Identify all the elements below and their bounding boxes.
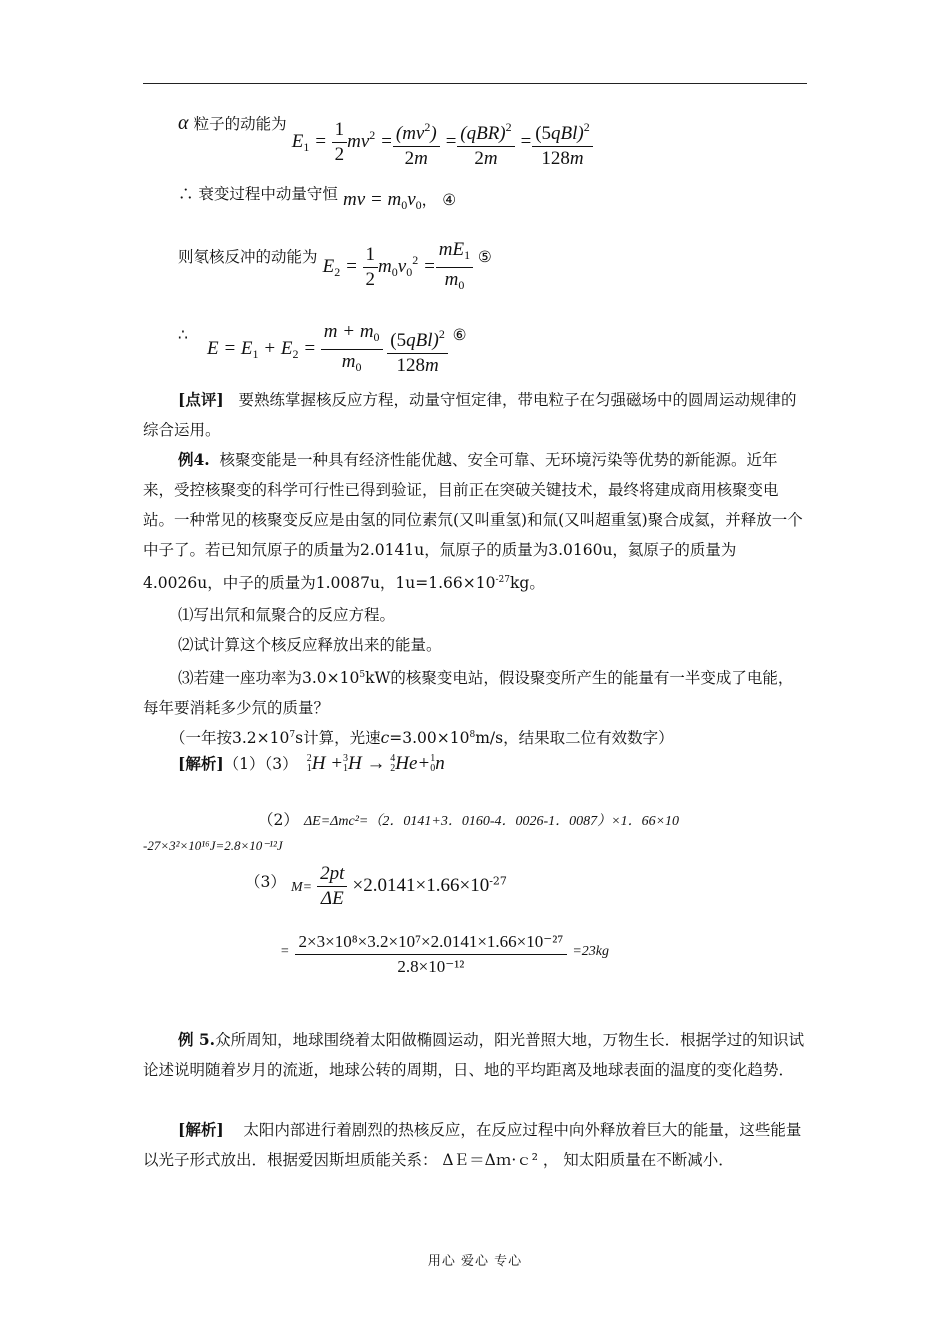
analysis5-text: 太阳内部进行着剧烈的热核反应，在反应过程中向外释放着巨大的能量，这些能量以光子形式放出．根据爱因斯坦质能关系： ΔＥ＝Δｍ·ｃ² ， 知太阳质量在不断减小． (143, 1121, 802, 1169)
analysis4-line: [解析]（1）（3） 2 1H +3 1H → 4 2He+1 0n (178, 753, 445, 774)
mass-fraction-2: $\frac{\text{2×3×10⁸×3.2×10⁷×2.0141×1.66×10⁻²⁷}}{\text{2.8×10⁻¹²}}$ (295, 930, 568, 979)
example5-paragraph (143, 1025, 808, 1085)
analysis4-part2: （2） ΔE=Δmc²=（2．0141+3．0160-4．0026-1．0087）×1．66×10 (258, 811, 680, 829)
alpha-symbol: α (178, 112, 189, 134)
question-2: ⑵试计算这个核反应释放出来的能量。 (178, 636, 442, 654)
example5-tag: 例 5. (178, 1030, 216, 1049)
reaction-equation: 2 1H +3 1H → 4 2He+1 0n (306, 753, 445, 774)
result-value: =23kg (572, 944, 610, 959)
momentum-formula: mv = $m_0v_0$ (343, 189, 422, 212)
analysis4-result-line: = $\frac{\text{2×3×10⁸×3.2×10⁷×2.0141×1.66×10⁻²⁷}}{\text{2.8×10⁻¹²}}$ =23kg (280, 930, 609, 979)
recoil-energy-formula: $E_2$ = $\frac{1}{2}$ $m_0v_0^2$ = $\frac{mE_1}{m_0}$ (323, 256, 478, 277)
therefore-symbol: ∴ (178, 325, 188, 344)
question-3: ⑶若建一座功率为$3.0\times 10^5kW$的核聚变电站，假设聚变所产生的能量有一半变成了电能，每年要消耗多少氘的质量？ (143, 669, 794, 718)
total-energy-formula: $E = E_1 + E_2$ = $\frac{m + m_0}{m_0}$ $\frac{(5qBl)^2}{128m}$ (207, 338, 453, 359)
mass-defect-formula: ΔE=Δmc²=（2．0141+3．0160-4．0026-1．0087）×1．66×10 (303, 814, 680, 829)
recoil-label: 则氡核反冲的动能为 (178, 247, 318, 266)
header-rule (143, 83, 807, 84)
alpha-energy-line (178, 112, 593, 171)
comment-tag: [点评] (178, 390, 224, 409)
momentum-label: ∴ 衰变过程中动量守恒 (178, 185, 338, 203)
analysis5-tag: [解析] (178, 1120, 224, 1139)
example4-tag: 例4. (178, 450, 210, 469)
comment-text: 要熟练掌握核反应方程，动量守恒定律，带电粒子在匀强磁场中的圆周运动规律的综合运用。 (143, 391, 797, 439)
analysis4-part2-cont: -27×3²×10¹⁶J=2.8×10⁻¹²J (143, 838, 283, 853)
momentum-line: ∴ 衰变过程中动量守恒 mv = $m_0v_0$， ④ (178, 185, 457, 212)
page-footer: 用心 爱心 专心 (427, 1254, 523, 1269)
analysis5-paragraph (143, 1115, 808, 1175)
total-energy-line (178, 320, 467, 379)
alpha-energy-formula: $E_1$ = $\frac{1}{2}$ $mv^2$ = $\frac{(mv^2)}{2m}$ = $\frac{(qBR)^2}{2m}$ = $\frac{(5qBl)^2}{128m}$ (292, 131, 593, 152)
equation-mark-5: ⑤ (477, 247, 492, 266)
alpha-label: 粒子的动能为 (193, 115, 287, 133)
comment-paragraph (143, 385, 808, 445)
example5-text: 众所周知，地球围绕着太阳做椭圆运动，阳光普照大地，万物生长．根据学过的知识试论述说明随着岁月的流逝，地球公转的周期，日、地的平均距离及地球表面的温度的变化趋势． (143, 1031, 805, 1079)
recoil-energy-line (178, 238, 492, 297)
mass-fraction-1: $\frac{2pt}{\Delta E}$ (317, 862, 347, 911)
analysis4-part3: （3） M= $\frac{2pt}{\Delta E}$ $\times 2.0141\times 1.66\times 10^{-27}$ (245, 863, 507, 909)
question-1: ⑴写出氘和氚聚合的反应方程。 (178, 606, 396, 624)
question-note: （一年按$3.2\times 10^7s$计算，光速$c=3.00\times 10^8m/s$，结果取二位有效数字） (170, 729, 674, 748)
equation-mark-4: ④ (442, 191, 457, 209)
analysis4-tag: [解析] (178, 754, 224, 773)
example4-text: 核聚变能是一种具有经济性能优越、安全可靠、无环境污染等优势的新能源。近年来，受控核聚变的科学可行性已得到验证，目前正在突破关键技术，最终将建成商用核聚变电站。一种常见的核聚变反应是由氢的同位素氘(又叫重氢)和氚(又叫超重氢)聚合成氦，并释放一个中子了。若已知氘原子的质量为2.0141u，氚原子的质量为3.0160u，氦原子的质量为4.0026u，中子的质量为1.0087u，1u=1.66×10 (143, 451, 803, 593)
equation-mark-6: ⑥ (452, 325, 467, 344)
example4-paragraph: 例4. 核聚变能是一种具有经济性能优越、安全可靠、无环境污染等优势的新能源。近年来，受控核聚变的科学可行性已得到验证，目前正在突破关键技术，最终将建成商用核聚变电站。一种常见的核聚变反应是由氢的同位素氘(又叫重氢)和氚(又叫超重氢)聚合成氦，并释放一个中子了。若已知氘原子的质量为2.0141u，氚原子的质量为3.0160u，氦原子的质量为4.0026u，中子的质量为1.0087u，$1u=1.66\times 10^{-27}kg$。 (143, 450, 803, 593)
